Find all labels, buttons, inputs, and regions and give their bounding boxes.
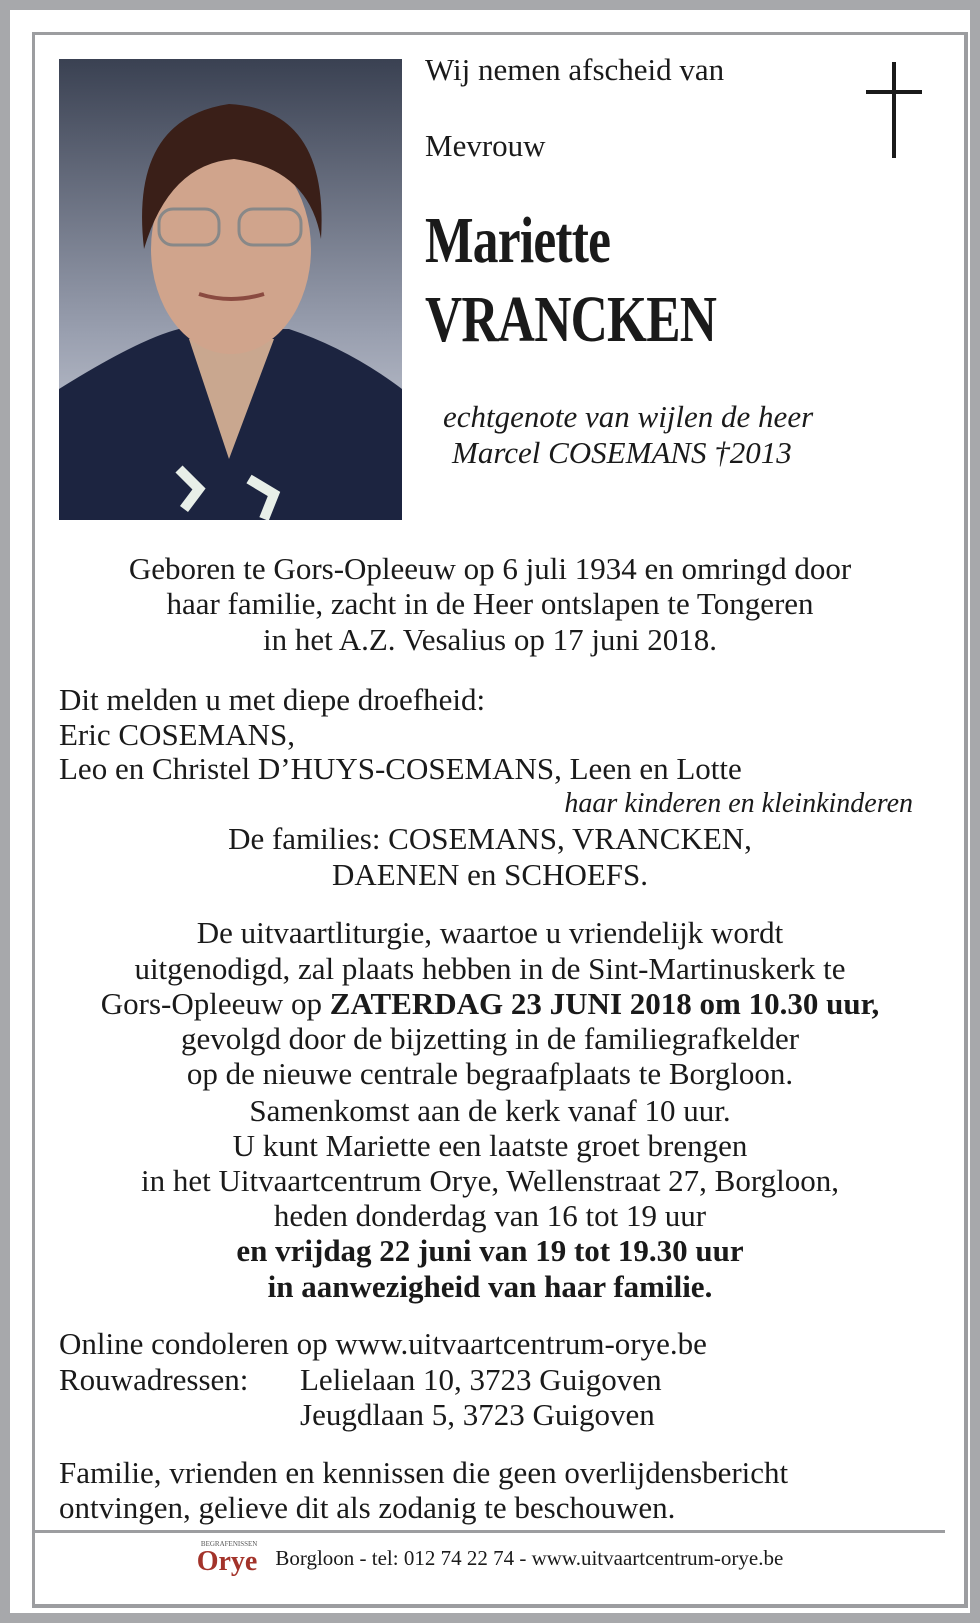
funeral-line-bold: en vrijdag 22 juni van 19 tot 19.30 uur (236, 1233, 744, 1268)
closing-line: Familie, vrienden en kennissen die geen overlijdensbericht (59, 1455, 789, 1490)
spouse-line-1: echtgenote van wijlen de heer (443, 399, 814, 434)
portrait-photo (59, 59, 402, 520)
orye-logo (197, 1540, 258, 1576)
divider (35, 1530, 945, 1533)
first-name: Mariette (425, 204, 611, 277)
family-line: Leo en Christel D’HUYS-COSEMANS, Leen en Lotte (59, 751, 742, 786)
intro-text: Wij nemen afscheid van (425, 52, 725, 87)
funeral-place: Gors-Opleeuw op (100, 986, 330, 1021)
funeral-datetime: ZATERDAG 23 JUNI 2018 om 10.30 uur, (329, 986, 880, 1021)
funeral-line: in het Uitvaartcentrum Orye, Wellenstraat 27, Borgloon, (141, 1163, 839, 1198)
footer-info: Borgloon - tel: 012 74 22 74 - www.uitvaartcentrum-orye.be (275, 1545, 784, 1570)
closing-line: ontvingen, gelieve dit als zodanig te beschouwen. (59, 1490, 676, 1525)
address: Lelielaan 10, 3723 Guigoven (300, 1362, 662, 1397)
funeral-line: op de nieuwe centrale begraafplaats te Borgloon. (186, 1056, 794, 1091)
rouw-label: Rouwadressen: (59, 1362, 249, 1397)
online-condolence: Online condoleren op www.uitvaartcentrum-orye.be (59, 1326, 707, 1361)
footer (0, 1540, 980, 1576)
spouse-line-2: Marcel COSEMANS †2013 (452, 435, 792, 470)
title-text: Mevrouw (425, 128, 546, 163)
cross-icon (866, 62, 922, 158)
logo-text: Orye (196, 1546, 258, 1577)
last-name: VRANCKEN (425, 283, 717, 356)
funeral-line-bold: in aanwezigheid van haar familie. (267, 1269, 713, 1304)
funeral-line: Samenkomst aan de kerk vanaf 10 uur. (249, 1093, 731, 1128)
logo-subtext: BEGRAFENISSEN (200, 1540, 258, 1548)
birth-line: haar familie, zacht in de Heer ontslapen te Tongeren (166, 586, 814, 621)
family-line: Eric COSEMANS, (59, 717, 295, 752)
birth-line: Geboren te Gors-Opleeuw op 6 juli 1934 en omringd door (128, 551, 852, 586)
families-line: DAENEN en SCHOEFS. (331, 857, 649, 892)
funeral-line: U kunt Mariette een laatste groet brengen (232, 1128, 748, 1163)
birth-line: in het A.Z. Vesalius op 17 juni 2018. (262, 622, 718, 657)
funeral-line: gevolgd door de bijzetting in de familiegrafkelder (180, 1021, 800, 1056)
families-line: De families: COSEMANS, VRANCKEN, (228, 821, 752, 856)
funeral-line: uitgenodigd, zal plaats hebben in de Sint-Martinuskerk te (134, 951, 846, 986)
funeral-line: heden donderdag van 16 tot 19 uur (273, 1198, 707, 1233)
family-intro: Dit melden u met diepe droefheid: (59, 682, 486, 717)
funeral-line (0, 987, 980, 1021)
funeral-line: De uitvaartliturgie, waartoe u vriendelijk wordt (196, 915, 784, 950)
address: Jeugdlaan 5, 3723 Guigoven (300, 1397, 655, 1432)
family-relation: haar kinderen en kleinkinderen (564, 788, 913, 819)
